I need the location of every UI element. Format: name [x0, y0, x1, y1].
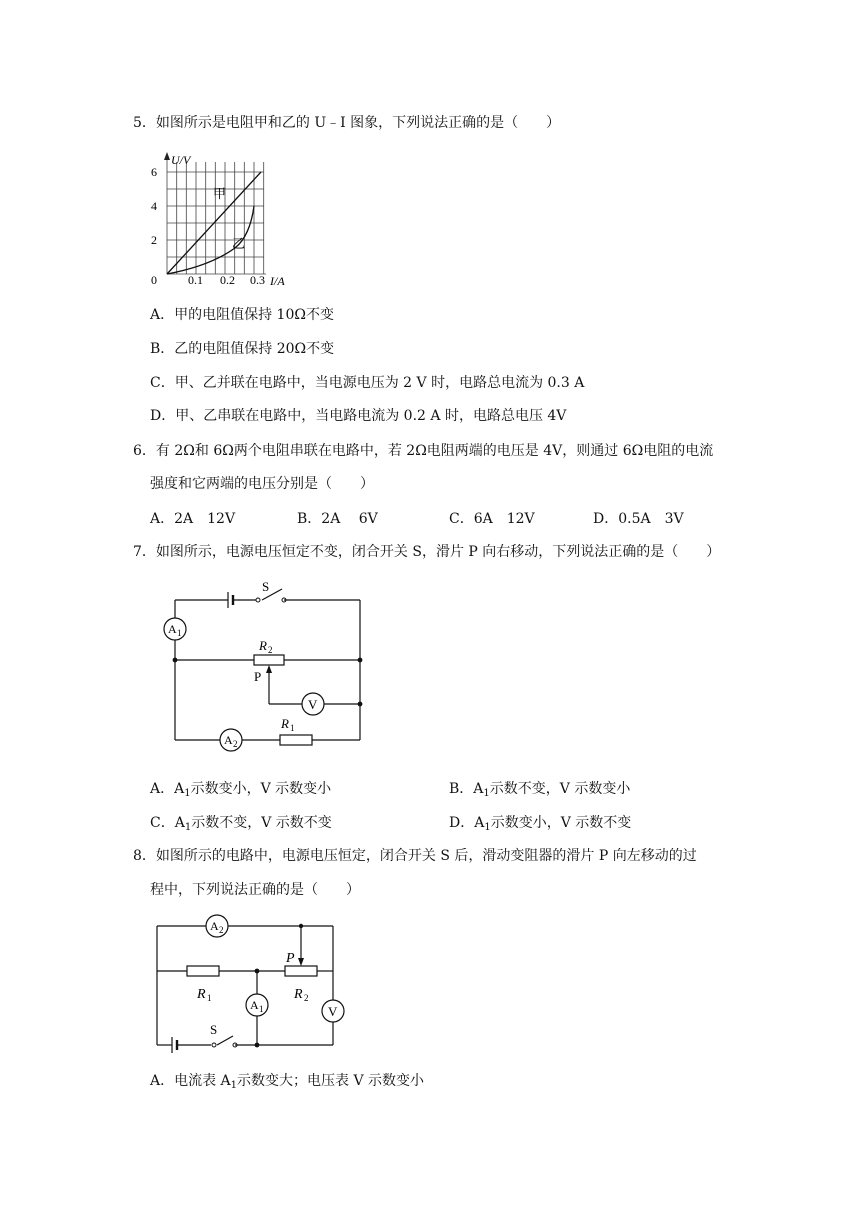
q6-option-c[interactable]: C．6A 12V [449, 511, 535, 527]
ammeter-a1-subscript: 1 [177, 628, 182, 638]
graph-grid [167, 158, 266, 274]
slider-label: P [254, 669, 262, 684]
ammeter-a2-label: A [210, 919, 219, 933]
voltmeter-label: V [308, 697, 318, 712]
q5-option-b[interactable]: B．乙的电阻值保持 20Ω不变 [150, 341, 335, 357]
ammeter-a2-subscript: 2 [219, 925, 224, 935]
question-5-stem: 5．如图所示是电阻甲和乙的 U﹣I 图象，下列说法正确的是（ ） [133, 115, 561, 131]
question-6-stem-line2: 强度和它两端的电压分别是（ ） [150, 476, 374, 492]
ammeter-a2-subscript: 2 [233, 739, 238, 749]
y-tick-6: 6 [151, 165, 157, 179]
x-tick-0.3: 0.3 [250, 273, 265, 287]
q7-option-a[interactable]: A．$A_1$示数变小，V 示数变小 [150, 781, 332, 799]
circuit-diagram-q8 [145, 910, 365, 1060]
ammeter-a2-label: A [224, 733, 233, 747]
x-tick-0.2: 0.2 [220, 273, 235, 287]
q6-option-d[interactable]: D．0.5A 3V [593, 511, 684, 527]
question-6-stem-line1: 6．有 2Ω和 6Ω两个电阻串联在电路中，若 2Ω电阻两端的电压是 4V，则通过 6Ω电阻的电流 [133, 443, 714, 459]
slider-arrow [266, 665, 272, 673]
rheostat-subscript: 2 [304, 993, 309, 1003]
q7-option-d[interactable]: D．$A_1$示数变小，V 示数不变 [449, 815, 632, 833]
resistor-label: R [197, 987, 206, 1002]
q5-option-c[interactable]: C．甲、乙并联在电路中，当电源电压为 2 V 时，电路总电流为 0.3 A [150, 375, 585, 391]
resistor-subscript: 1 [207, 993, 212, 1003]
rheostat-label: R [294, 987, 303, 1002]
rheostat-r2 [254, 655, 284, 665]
curve-yi-label: 乙 [232, 236, 246, 251]
voltmeter-label: V [328, 1004, 338, 1019]
question-8-stem-line2: 程中，下列说法正确的是（ ） [150, 882, 360, 898]
curve-jia-label: 甲 [213, 186, 227, 201]
slider-label: P [286, 951, 295, 966]
x-tick-0: 0 [151, 273, 157, 287]
rheostat-label: R [259, 638, 267, 653]
q7-option-c[interactable]: C．$A_1$示数不变，V 示数不变 [150, 815, 332, 833]
ammeter-a1-label: A [250, 998, 259, 1012]
resistor-r1 [187, 966, 219, 976]
q6-option-a[interactable]: A．2A 12V [150, 511, 236, 527]
question-7-stem: 7．如图所示，电源电压恒定不变，闭合开关 S，滑片 P 向右移动，下列说法正确的是（ ） [133, 544, 721, 560]
resistor-label: R [281, 716, 289, 731]
y-axis-arrow [164, 152, 170, 160]
rheostat-r2 [285, 966, 317, 976]
switch-blade [217, 1036, 233, 1045]
y-tick-2: 2 [151, 233, 157, 247]
slider-arrow [298, 958, 304, 966]
x-tick-0.1: 0.1 [188, 273, 203, 287]
y-tick-4: 4 [151, 199, 157, 213]
q5-option-d[interactable]: D．甲、乙串联在电路中，当电路电流为 0.2 A 时，电路总电压 4V [150, 408, 567, 424]
q5-option-a[interactable]: A．甲的电阻值保持 10Ω不变 [150, 307, 334, 323]
question-8-stem-line1: 8．如图所示的电路中，电源电压恒定，闭合开关 S 后，滑动变阻器的滑片 P 向左移动的过 [133, 848, 697, 864]
q6-option-b[interactable]: B．2A 6V [297, 511, 378, 527]
q7-option-b[interactable]: B．$A_1$示数不变，V 示数变小 [449, 781, 631, 799]
ammeter-a1-subscript: 1 [259, 1004, 264, 1014]
ammeter-a1-label: A [168, 622, 177, 636]
circuit-diagram-q7 [150, 570, 380, 760]
switch-label: S [210, 1022, 218, 1037]
rheostat-subscript: 2 [268, 645, 273, 655]
switch-label: S [262, 579, 270, 594]
resistor-subscript: 1 [290, 723, 295, 733]
u-i-graph [140, 148, 300, 288]
resistor-r1 [280, 735, 312, 745]
y-axis-label: U/V [171, 153, 191, 167]
x-axis-label: I/A [270, 274, 285, 288]
q8-option-a[interactable]: A．电流表 $A_1$示数变大；电压表 V 示数变小 [150, 1073, 425, 1091]
